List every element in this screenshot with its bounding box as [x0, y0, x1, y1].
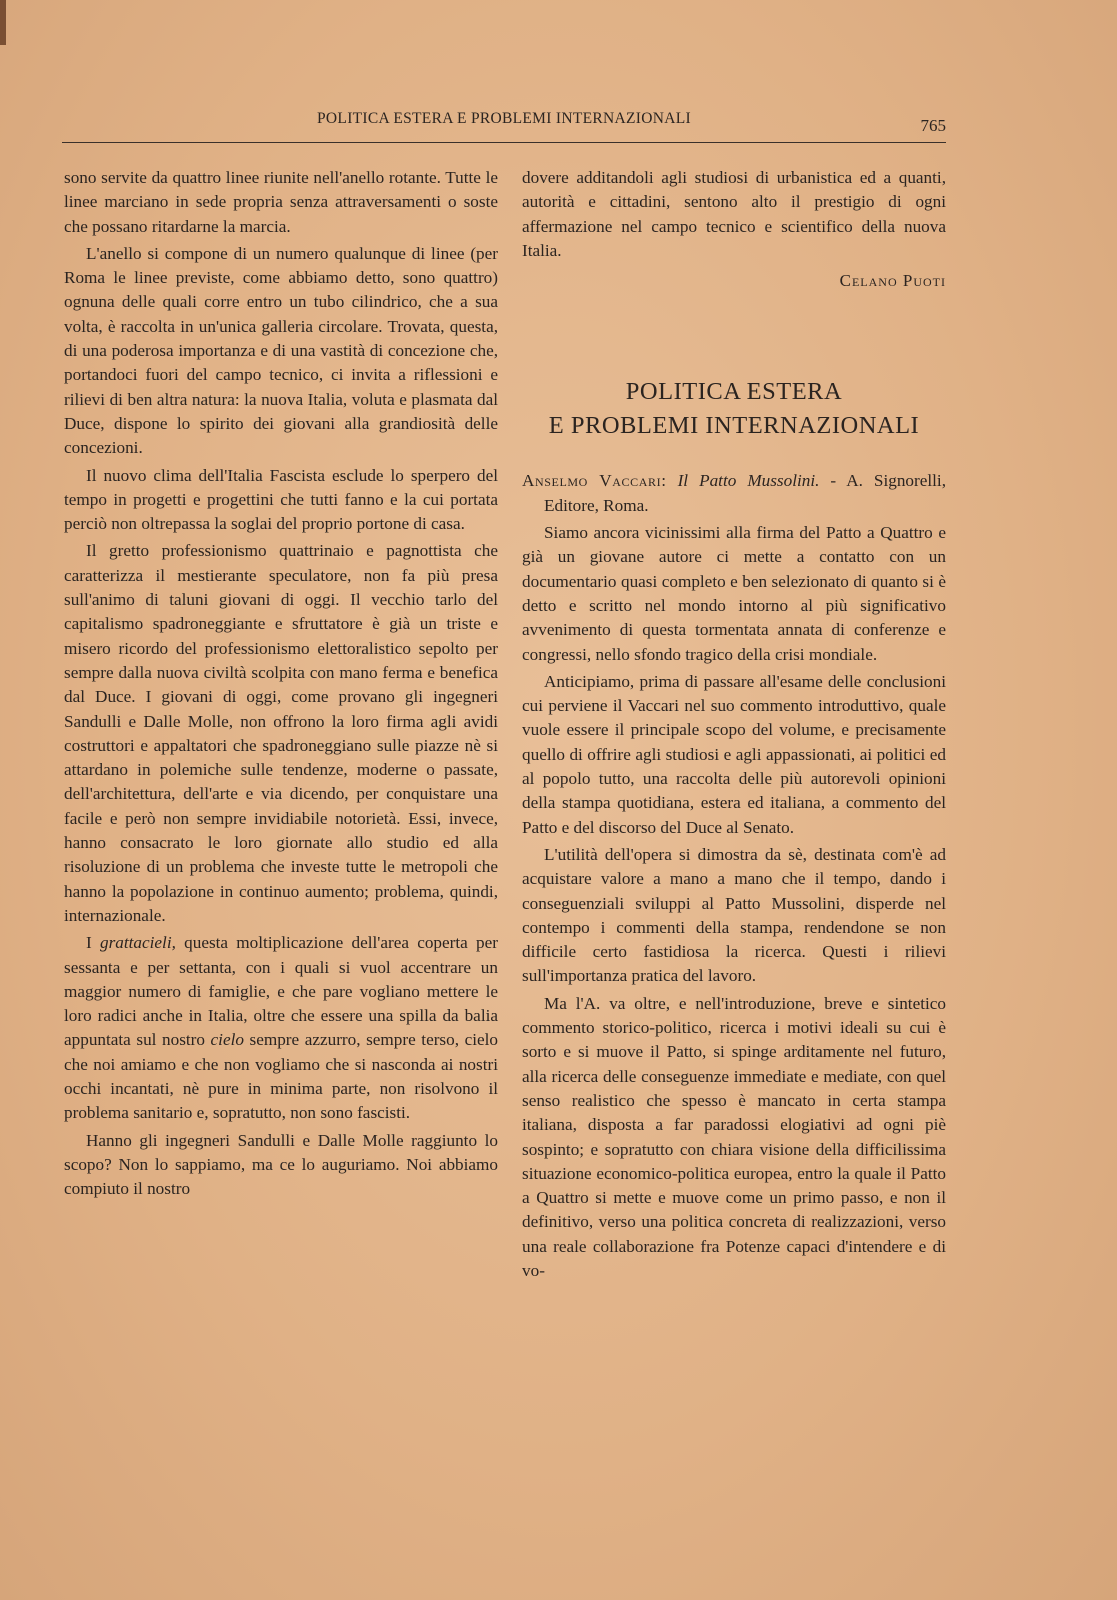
review-heading — [522, 469, 946, 518]
paragraph: L'anello si compone di un numero qualunque di linee (per Roma le linee previste, come abbiamo detto, sono quattro) ognuna delle quali corre entro un tubo cilindrico, che a sua volta, è raccolta in un'unica galleria circolare. Trovata, questa, di una poderosa importanza e di una vastità di concezione che, portandoci fuori del campo tecnico, ci invita a riflessioni e rilievi di ben altra natura: la nuova Italia, voluta e plasmata dal Duce, dispone lo spirito dei giovani alla grandiosità delle concezioni. — [64, 243, 498, 458]
review-publisher: - A. Signorelli, Editore, Roma. — [544, 471, 946, 515]
page-number: 765 — [920, 116, 946, 135]
section-title-line: POLITICA ESTERA — [625, 378, 843, 406]
running-title: POLITICA ESTERA E PROBLEMI INTERNAZIONALI — [317, 110, 691, 127]
paragraph: Hanno gli ingegneri Sandulli e Dalle Molle raggiunto lo scopo? Non lo sappiamo, ma ce lo auguriamo. Noi abbiamo compiuto il nostro — [64, 1130, 498, 1199]
paragraph: L'utilità dell'opera si dimostra da sè, destinata com'è ad acquistare valore a mano a mano che il tempo, dando i conseguenziali sviluppi al Patto Mussolini, disperde nel contempo i commenti della stampa, rendendone se non difficile certo fastidiosa la ricerca. Questi i rilievi sull'importanza pratica del lavoro. — [522, 844, 946, 986]
text-run: sempre azzurro, sempre terso, cielo che noi amiamo e che non vogliamo che si nasconda ai nostri occhi incantati, nè pure in minima parte, non risolvono il problema sanitario e, sopratutto, non sono fascisti. — [64, 1030, 498, 1123]
text-run: I — [86, 933, 100, 953]
right-column — [522, 166, 946, 1286]
paragraph: Anticipiamo, prima di passare all'esame delle conclusioni cui perviene il Vaccari nel suo commento introduttivo, quale vuole essere il principale scopo del volume, e precisamente quello di offrire agli studiosi e agli appassionati, ai politici ed al popolo tutto, una raccolta delle più autorevoli opinioni della stampa quotidiana, estera ed italiana, a commento del Patto e del discorso del Duce al Senato. — [522, 671, 946, 837]
page-edge-mark — [0, 0, 6, 45]
emphasis-cielo: cielo — [210, 1030, 244, 1050]
author-signature: Celano Puoti — [839, 271, 946, 291]
section-title — [522, 375, 946, 443]
paragraph: Il nuovo clima dell'Italia Fascista esclude lo sperpero del tempo in progetti e progettini che tutti fanno e la cui portata perciò non oltrepassa la soglai del proprio portone di casa. — [64, 465, 498, 534]
text-run: questa moltiplicazione dell'area coperta per sessanta e per settanta, con i quali si vuol accentrare un maggior numero di famiglie, e che pare vogliano mettere le loro radici anche in Italia, oltre che essere una spilla da balia appuntata sul nostro — [64, 933, 498, 1050]
paragraph-grattacieli — [64, 931, 498, 1125]
left-column — [64, 166, 498, 1204]
review-book-title: Il Patto Mussolini. — [677, 471, 820, 491]
paragraph: sono servite da quattro linee riunite nell'anello rotante. Tutte le linee marciano in sede propria senza attraversamenti o soste che possano ritardarne la marcia. — [64, 168, 498, 236]
paragraph: Ma l'A. va oltre, e nell'introduzione, breve e sintetico commento storico-politico, ricerca i motivi ideali su cui è sorto e si muove il Patto, si spinge arditamente nel futuro, alla ricerca delle conseguenze immediate e mediate, con quel senso realistico che spesso è mancato in certa stampa italiana, disposta a far paradossi elogiativi ad ogni piè sospinto; e sopratutto con chiara visione della difficilissima situazione economico-politica europea, entro la quale il Patto a Quattro si mette e muove come un primo passo, e non il definitivo, verso una politica concreta di realizzazioni, verso una reale collaborazione fra Potenze capaci d'intendere e di vo- — [522, 993, 946, 1280]
header-rule — [62, 142, 946, 143]
review-author: Anselmo Vaccari: — [522, 471, 667, 491]
section-title-line: E PROBLEMI INTERNAZIONALI — [548, 412, 920, 440]
emphasis-grattacieli: grattacieli, — [99, 933, 176, 953]
paragraph: Il gretto professionismo quattrinaio e pagnottista che caratterizza il mestierante speculatore, non fa più presa sull'animo di taluni giovani di oggi. Il vecchio tarlo del capitalismo spadroneggiante e sfruttatore è già un triste e misero ricordo del professionismo elettoralistico sepolto per sempre dalla nuova civiltà scolpita con mano ferma e benefica dal Duce. I giovani di oggi, come provano gli ingegneri Sandulli e Dalle Molle, non offrono la loro firma agli avidi costruttori e appaltatori che spadroneggiano sulle piazze nè si attardano in polemiche sulle tendenze, moderne o passate, dell'architettura, dell'arte e via dicendo, per conquistare una facile e però non sempre invidiabile notorietà. Essi, invece, hanno consacrato le loro giornate allo studio ed alla risoluzione di un problema che investe tutte le metropoli che hanno la popolazione in continuo aumento; problema, quindi, internazionale. — [64, 541, 498, 925]
paragraph: Siamo ancora vicinissimi alla firma del Patto a Quattro e già un giovane autore ci mette a contatto con un documentario quasi completo e ben selezionato di quanto si è detto e scritto nel mondo intorno al più significativo avvenimento di questa tormentata annata di conferenze e congressi, nello sfondo tragico della crisi mondiale. — [522, 523, 946, 664]
paragraph: dovere additandoli agli studiosi di urbanistica ed a quanti, autorità e cittadini, sentono alto il prestigio di ogni affermazione nel campo tecnico e scientifico della nuova Italia. — [522, 168, 946, 260]
running-head — [62, 108, 946, 148]
